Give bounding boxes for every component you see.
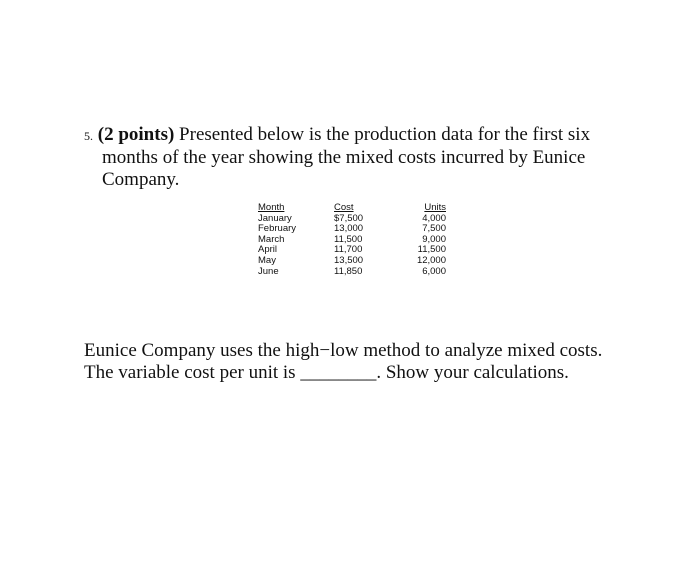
cell-units: 4,000 (422, 212, 446, 224)
table-row (258, 256, 446, 267)
cell-cost: $7,500 (334, 212, 364, 224)
followup-line-2-start: The variable cost per unit is (84, 362, 296, 383)
followup-line-1: Eunice Company uses the high−low method to analyze mixed costs. (84, 340, 603, 361)
question-text-line-2: months of the year showing the mixed costs incurred by Eunice (102, 147, 586, 168)
question-text-line-3: Company. (102, 169, 180, 190)
table-header-row (258, 203, 446, 214)
question-text-line-1: Presented below is the production data for the first six (179, 124, 591, 145)
cell-cost: 11,700 (334, 244, 363, 256)
cell-units: 12,000 (416, 254, 446, 266)
cell-cost: 13,500 (334, 254, 364, 266)
cell-units: 7,500 (422, 223, 446, 235)
question-number: 5. (84, 129, 93, 143)
cell-cost: 11,500 (334, 233, 363, 245)
followup-line-2 (84, 362, 664, 384)
cell-units: 9,000 (422, 233, 446, 245)
cell-month: June (258, 265, 279, 277)
header-month: Month (258, 202, 285, 213)
table-row (258, 267, 446, 278)
cell-cost: 13,000 (334, 223, 364, 235)
cell-units: 11,500 (417, 244, 446, 256)
question-line-1 (84, 124, 644, 147)
cell-month: April (258, 244, 278, 256)
followup-line-2-end: . Show your calculations. (376, 362, 569, 383)
header-units: Units (424, 202, 446, 213)
cell-month: January (258, 212, 292, 224)
cell-units: 6,000 (422, 265, 446, 277)
followup-text (84, 340, 664, 384)
question-points: (2 points) (97, 124, 175, 145)
cell-month: March (258, 233, 285, 245)
answer-blank: ________ (300, 362, 377, 383)
header-cost: Cost (334, 202, 354, 213)
question-text (84, 124, 644, 191)
cell-cost: 11,850 (334, 265, 363, 277)
cell-month: February (258, 223, 297, 235)
production-data-table (258, 203, 446, 277)
cell-month: May (258, 254, 276, 266)
